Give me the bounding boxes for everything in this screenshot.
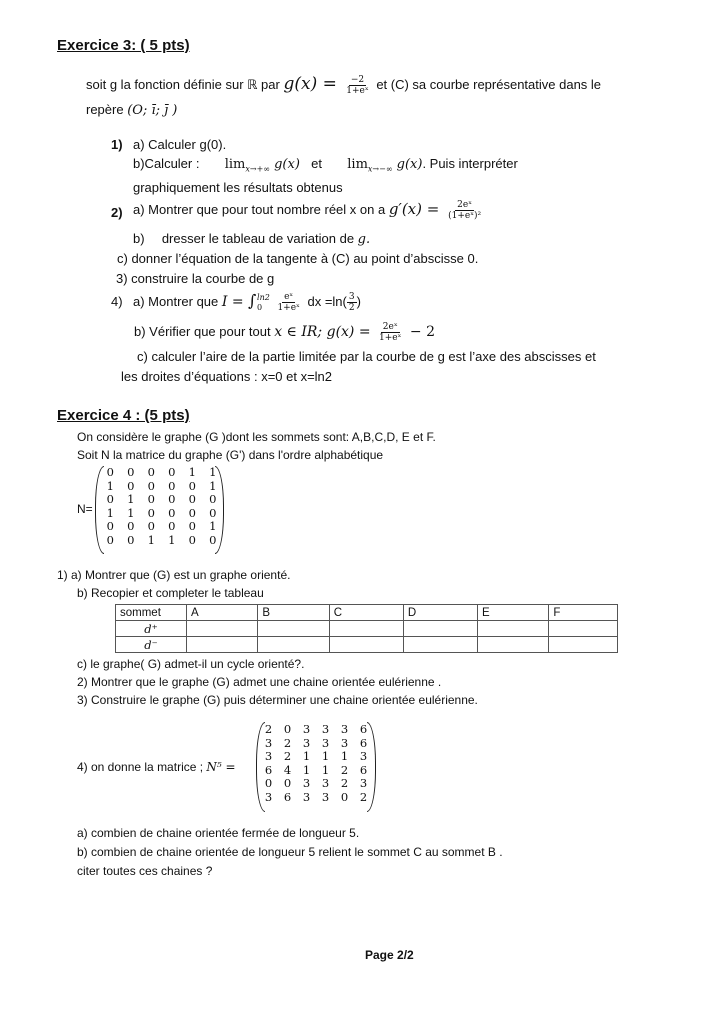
exercise3-title: Exercice 3: ( 5 pts) [57, 37, 190, 54]
row-label-out-degree: d⁺ [116, 621, 187, 637]
matrix-cell: 1 [188, 465, 196, 479]
matrix-cell: 0 [209, 532, 217, 547]
matrix-cell: 0 [188, 478, 196, 493]
table-row [116, 621, 618, 637]
matrix-cell: 3 [302, 789, 311, 804]
q2b-label: b) [133, 231, 145, 246]
q2-number: 2) [111, 205, 123, 220]
matrix-cell: 0 [106, 465, 114, 479]
matrix-n5-label: N⁵ = [206, 760, 236, 774]
ex4-q1b: b) Recopier et completer le tableau [77, 586, 264, 600]
matrix-cell: 2 [283, 735, 292, 750]
table-cell [187, 637, 258, 653]
ex4-q4-text: 4) on donne la matrice ; [77, 760, 207, 774]
matrix-n5 [259, 723, 373, 804]
integrand-fraction [275, 292, 301, 313]
matrix-cell: 0 [147, 505, 155, 520]
matrix-cell: 0 [127, 532, 135, 547]
intro-text-cont: et (C) sa courbe représentative dans le [376, 77, 602, 92]
matrix-cell: 3 [321, 789, 330, 804]
matrix-cell: 3 [359, 749, 368, 763]
matrix-n5-right-paren [367, 722, 376, 812]
matrix-cell: 1 [321, 762, 330, 777]
table-cell [549, 637, 618, 653]
ex4-q1c: c) le graphe( G) admet-il un cycle orienté?. [77, 657, 305, 671]
matrix-cell: 0 [106, 492, 114, 506]
fraction-numerator: 2eˣ [457, 200, 473, 211]
matrix-cell: 1 [209, 465, 217, 479]
matrix-cell: 3 [321, 776, 330, 790]
ex4-q4b: b) combien de chaine orientée de longueur 5 relient le sommet C au sommet B . [77, 845, 503, 859]
q1b [133, 156, 518, 174]
matrix-cell: 0 [283, 722, 292, 736]
lim-minus-fn: g(x) [392, 157, 423, 172]
fraction-denominator: 1+eˣ [277, 303, 300, 314]
q4b [134, 322, 435, 343]
table-cell [187, 621, 258, 637]
matrix-cell: 1 [127, 492, 135, 506]
fraction-denominator: 1+eˣ [346, 86, 369, 97]
matrix-cell: 0 [127, 519, 135, 533]
q2b-text: dresser le tableau de variation de [161, 231, 358, 246]
matrix-cell: 3 [321, 735, 330, 750]
g-prime-lhs: g′(x) = [388, 200, 445, 218]
matrix-cell: 3 [302, 776, 311, 790]
q1b-cont: graphiquement les résultats obtenus [133, 180, 343, 195]
table-cell [329, 621, 403, 637]
matrix-cell: 0 [168, 519, 176, 533]
matrix-cell: 0 [188, 532, 196, 547]
table-header-row [116, 605, 618, 621]
row-label-in-degree: d⁻ [116, 637, 187, 653]
matrix-cell: 0 [168, 505, 176, 520]
table-cell [258, 621, 329, 637]
matrix-cell: 0 [106, 532, 114, 547]
ex4-q3: 3) Construire le graphe (G) puis déterminer une chaine orientée eulérienne. [77, 693, 478, 707]
matrix-cell: 0 [264, 776, 273, 790]
matrix-cell: 0 [188, 492, 196, 506]
matrix-n-label: N= [77, 502, 93, 516]
matrix-cell: 0 [168, 492, 176, 506]
matrix-cell: 1 [106, 505, 114, 520]
table-header-cell: F [549, 605, 618, 621]
q4b-text: b) Vérifier que pour tout [134, 323, 275, 339]
matrix-n [100, 466, 223, 547]
page-number: Page 2/2 [365, 948, 414, 962]
matrix-cell: 3 [264, 735, 273, 750]
fraction-denominator: (1+eˣ)² [448, 211, 482, 222]
q1-number: 1) [111, 137, 123, 152]
q4a [133, 291, 361, 313]
close-paren: ) [356, 294, 361, 309]
q4b-fraction [377, 322, 403, 343]
integral-bounds [257, 293, 270, 313]
repere-label: repère [86, 102, 128, 117]
integral-lower: 0 [257, 302, 263, 312]
matrix-cell: 1 [127, 505, 135, 520]
q4c: c) calculer l’aire de la partie limitée par la courbe de g est l’axe des abscisses et [137, 349, 596, 364]
matrix-cell: 0 [168, 465, 176, 479]
matrix-cell: 0 [283, 776, 292, 790]
table-cell [549, 621, 618, 637]
q2c: c) donner l’équation de la tangente à (C) au point d’abscisse 0. [117, 251, 479, 266]
g-definition-fraction [344, 75, 370, 96]
matrix-cell: 0 [147, 492, 155, 506]
matrix-cell: 1 [147, 532, 155, 547]
exercise4-intro-2: Soit N la matrice du graphe (G') dans l'ordre alphabétique [77, 448, 384, 462]
matrix-cell: 6 [359, 762, 368, 777]
q4b-math: x ∈ IR; g(x) = [274, 323, 376, 340]
integral-rhs: dx =ln( [303, 294, 347, 309]
matrix-cell: 0 [147, 478, 155, 493]
g-definition-lhs: g(x) = [283, 74, 343, 94]
q4b-tail: − 2 [405, 323, 435, 340]
q2a-text: a) Montrer que pour tout nombre réel x on a [133, 202, 389, 217]
table-cell [329, 637, 403, 653]
matrix-cell: 1 [209, 519, 217, 533]
q1b-end: . Puis interpréter [422, 156, 518, 171]
repere-math: (O; ī; j̄ ) [127, 103, 178, 118]
ex4-q1a: 1) a) Montrer que (G) est un graphe orienté. [57, 568, 291, 582]
fraction-numerator: eˣ [284, 292, 294, 303]
exercise4-intro-1: On considère le graphe (G )dont les sommets sont: A,B,C,D, E et F. [77, 430, 436, 444]
ln-fraction [347, 292, 357, 313]
intro-text: soit g la fonction définie sur ℝ par [86, 77, 284, 92]
matrix-cell: 3 [302, 722, 311, 736]
ex4-q4b-cont: citer toutes ces chaines ? [77, 864, 213, 878]
q2a [133, 200, 485, 221]
fraction-numerator: 3 [348, 292, 355, 303]
matrix-cell: 0 [188, 505, 196, 520]
fraction-numerator: −2 [350, 75, 365, 86]
matrix-cell: 3 [359, 776, 368, 790]
matrix-cell: 3 [264, 749, 273, 763]
q1b-label: b)Calculer : [133, 156, 200, 171]
matrix-cell: 2 [283, 749, 292, 763]
ex4-q4 [77, 760, 236, 774]
matrix-cell: 1 [302, 762, 311, 777]
matrix-cell: 3 [321, 722, 330, 736]
matrix-cell: 1 [340, 749, 349, 763]
lim-minus-sub: x→−∞ [367, 164, 393, 174]
integral-lhs: I = [221, 294, 249, 310]
matrix-cell: 2 [340, 762, 349, 777]
and-text: et [311, 156, 322, 171]
table-header-cell: sommet [116, 605, 187, 621]
matrix-cell: 0 [340, 789, 349, 804]
matrix-cell: 3 [340, 735, 349, 750]
q3: 3) construire la courbe de g [116, 271, 275, 286]
q4c-cont: les droites d’équations : x=0 et x=ln2 [121, 369, 333, 384]
q4a-text: a) Montrer que [133, 294, 222, 309]
matrix-cell: 1 [209, 478, 217, 493]
lim-plus-fn: g(x) [269, 157, 300, 172]
table-header-cell: C [329, 605, 403, 621]
integral-upper: ln2 [257, 292, 270, 302]
matrix-cell: 6 [283, 789, 292, 804]
table-cell [403, 621, 477, 637]
lim-plus-sub: x→+∞ [245, 164, 270, 174]
matrix-cell: 0 [209, 505, 217, 520]
matrix-cell: 6 [264, 762, 273, 777]
fraction-numerator: 2eˣ [382, 322, 398, 332]
fraction-denominator: 1+eˣ [379, 333, 402, 343]
matrix-cell: 1 [321, 749, 330, 763]
matrix-cell: 0 [106, 519, 114, 533]
degree-table [115, 604, 618, 653]
matrix-cell: 0 [147, 465, 155, 479]
table-row [116, 637, 618, 653]
integral-sign: ∫ [248, 291, 257, 310]
matrix-cell: 1 [106, 478, 114, 493]
q2b [133, 231, 370, 247]
exercise3-intro [86, 74, 601, 96]
table-cell [403, 637, 477, 653]
table-header-cell: B [258, 605, 329, 621]
fraction-denominator: 2 [348, 303, 355, 314]
q1a: a) Calculer g(0). [133, 137, 227, 152]
exercise4-title: Exercice 4 : (5 pts) [57, 407, 190, 424]
table-cell [477, 621, 548, 637]
matrix-cell: 0 [127, 478, 135, 493]
matrix-cell: 0 [209, 492, 217, 506]
ex4-q2: 2) Montrer que le graphe (G) admet une chaine orientée eulérienne . [77, 675, 442, 689]
matrix-cell: 0 [188, 519, 196, 533]
q2b-g: g. [357, 232, 371, 247]
table-header-cell: D [403, 605, 477, 621]
table-header-cell: E [477, 605, 548, 621]
g-prime-fraction [446, 200, 483, 221]
matrix-cell: 0 [168, 478, 176, 493]
matrix-cell: 3 [340, 722, 349, 736]
ex4-q4a: a) combien de chaine orientée fermée de longueur 5. [77, 826, 360, 840]
table-header-cell: A [187, 605, 258, 621]
matrix-cell: 2 [359, 789, 368, 804]
lim-plus: lim [224, 157, 246, 172]
matrix-cell: 6 [359, 735, 368, 750]
lim-minus: lim [347, 157, 368, 172]
matrix-cell: 1 [302, 749, 311, 763]
matrix-cell: 2 [340, 776, 349, 790]
table-cell [258, 637, 329, 653]
table-cell [477, 637, 548, 653]
matrix-cell: 6 [359, 722, 368, 736]
matrix-cell: 3 [264, 789, 273, 804]
matrix-cell: 0 [127, 465, 135, 479]
matrix-cell: 1 [168, 532, 176, 547]
exercise3-repere [86, 102, 177, 118]
matrix-cell: 2 [264, 722, 273, 736]
matrix-cell: 0 [147, 519, 155, 533]
matrix-cell: 3 [302, 735, 311, 750]
matrix-cell: 4 [283, 762, 292, 777]
q4-number: 4) [111, 294, 123, 309]
